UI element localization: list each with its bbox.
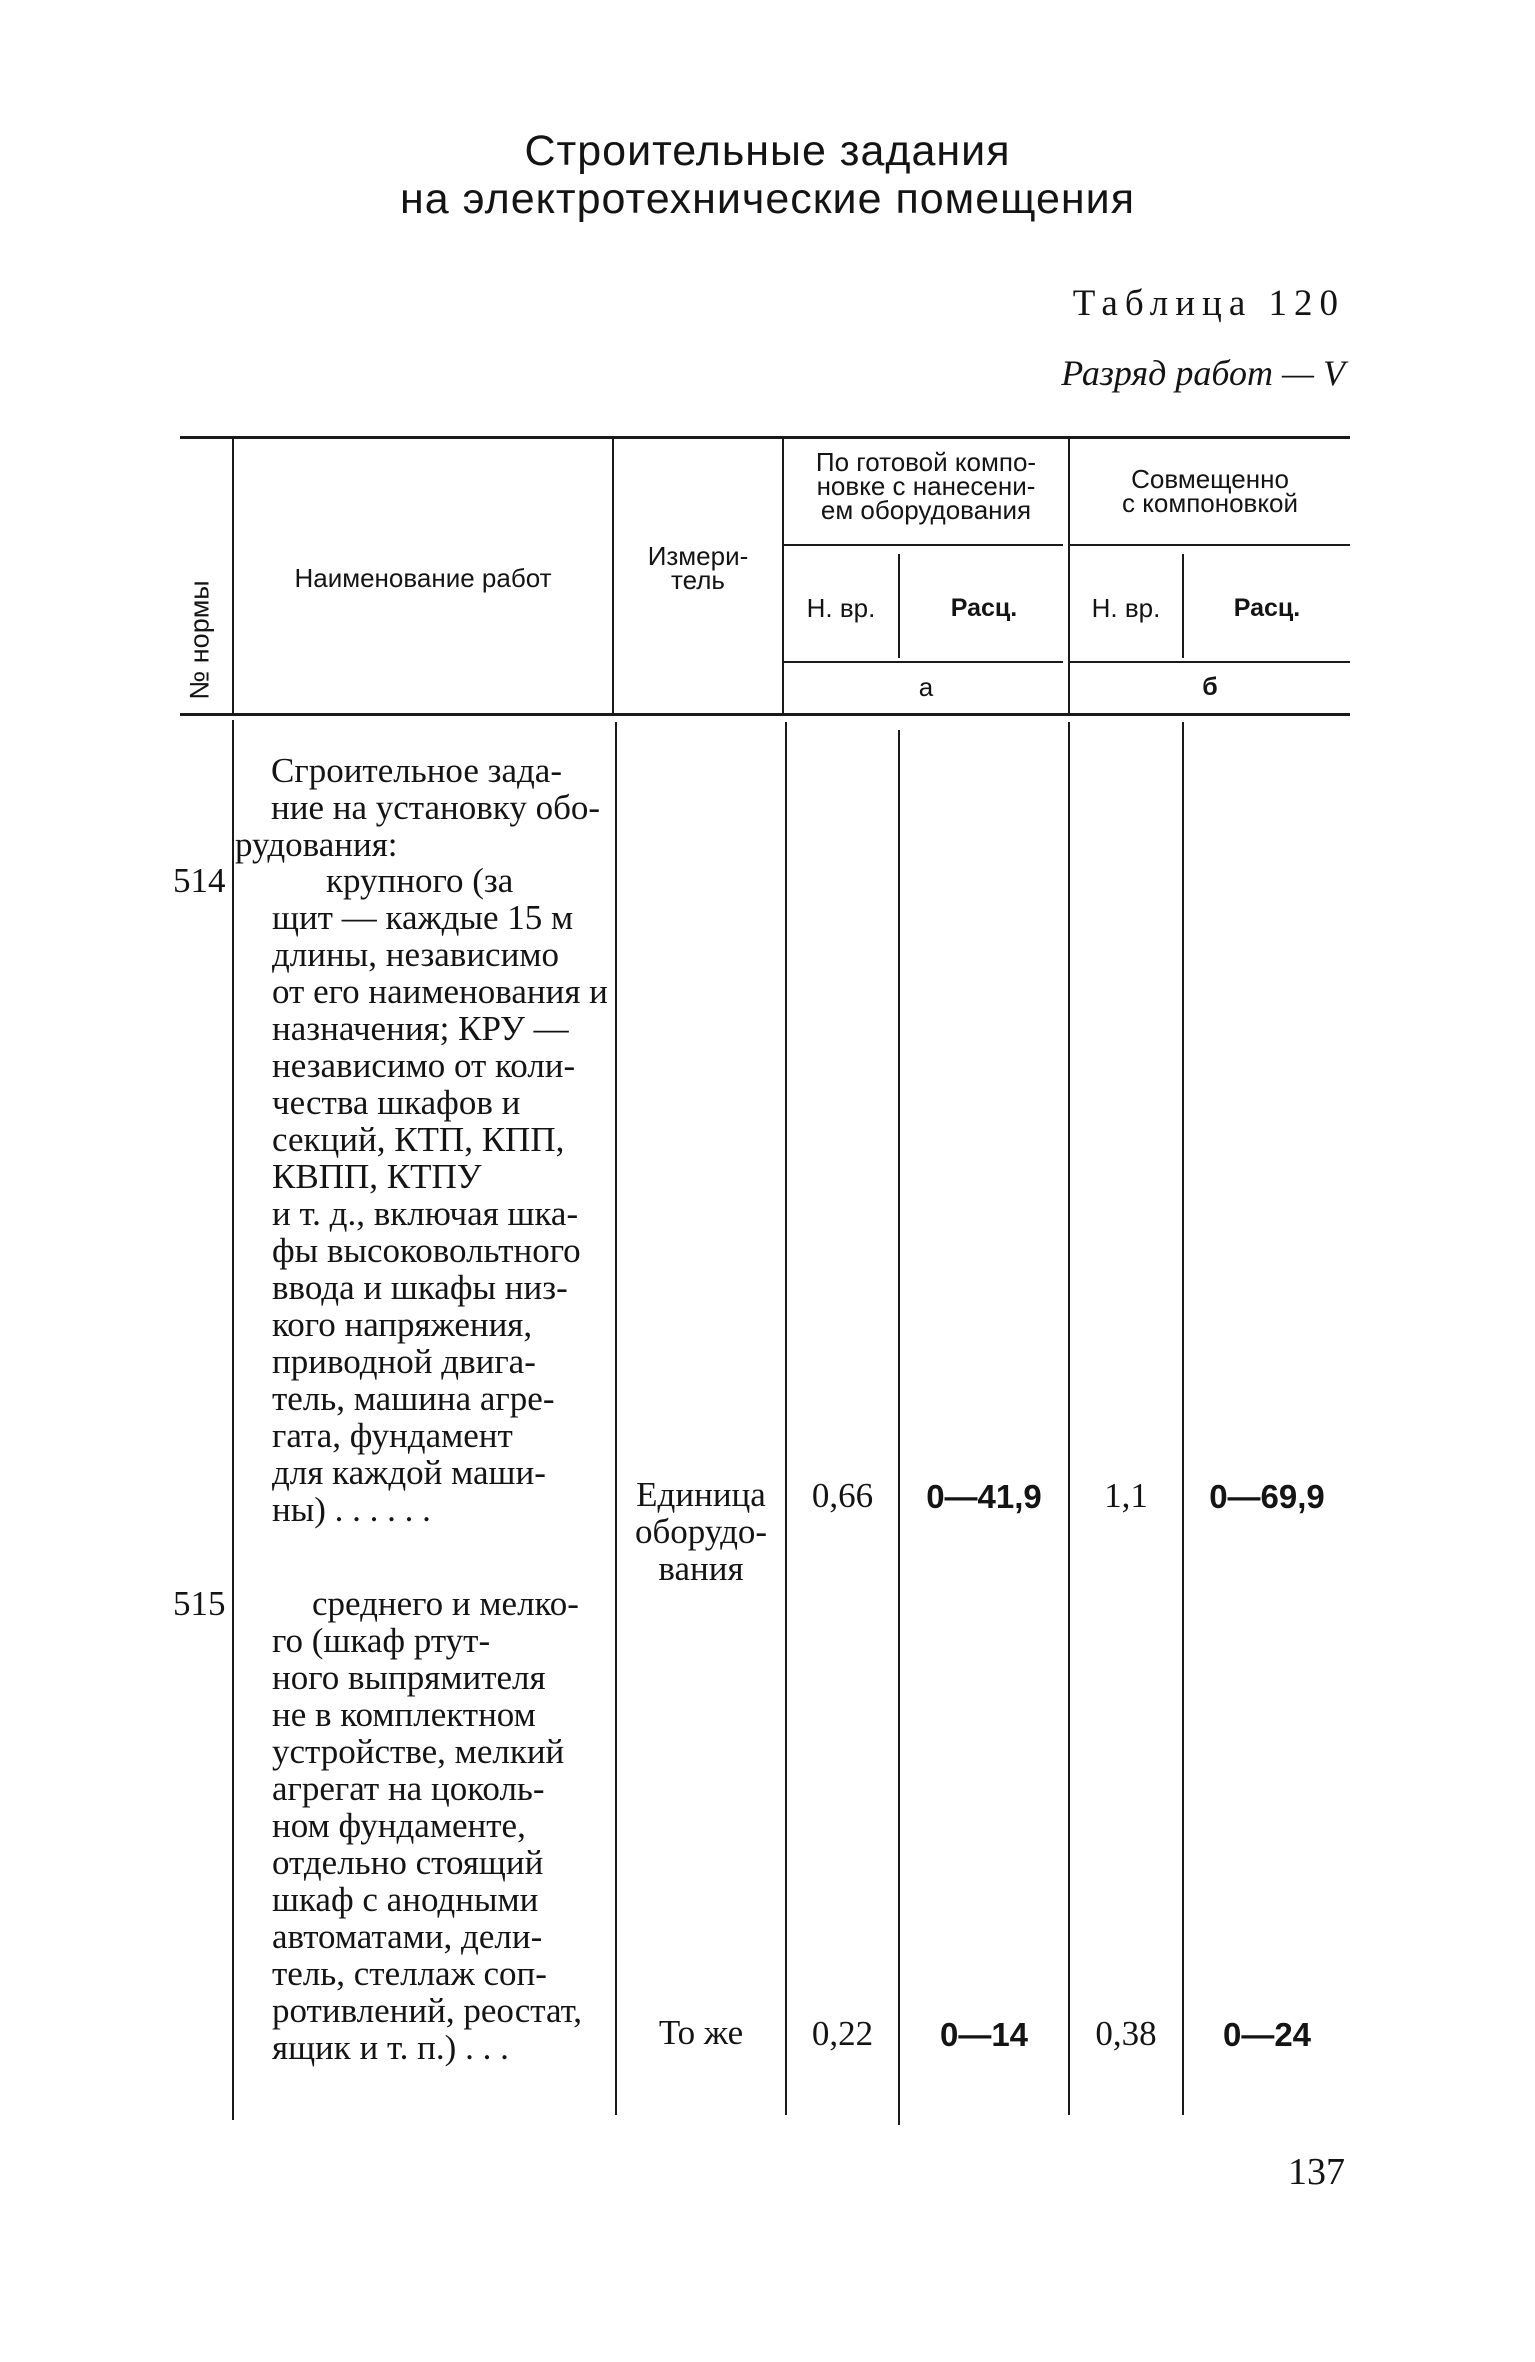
desc-line: ны) . . . . . . [272,1490,431,1529]
vline-b2 [615,722,617,2115]
row-514-rate-a: 0—41,9 [926,1478,1042,1515]
header-time-b: Н. вр. [1091,593,1161,623]
header-work-name: Наименование работ [294,563,552,593]
desc-line: независимо от коли- [272,1046,576,1085]
row-515-rate-a: 0—14 [939,2016,1029,2053]
rule-group-a [783,544,1063,546]
desc-line: ввода и шкафы низ- [272,1268,568,1307]
desc-line: назначения; КРУ — [272,1009,569,1048]
desc-line: и т. д., включая шка- [272,1194,579,1233]
rule-letters-a [783,661,1063,663]
row-515-time-b: 0,38 [1095,2014,1157,2053]
desc-line: фы высоковольтного [272,1231,581,1270]
desc-line: ном фундаменте, [272,1806,526,1845]
row-515-norm: 515 [173,1584,226,1623]
desc-line: среднего и мелко- [312,1584,579,1623]
desc-line: секций, КТП, КПП, [272,1120,565,1159]
row-514-description [272,862,612,1528]
rule-letters-b [1070,661,1350,663]
desc-line: ного выпрямителя [272,1658,546,1697]
row-514-unit: Единица оборудо- вания [634,1475,768,1588]
intro-line: рудования: [235,825,398,864]
desc-line: КВПП, КТПУ [272,1157,482,1196]
desc-line: ротивлений, реостат, [272,1991,583,2030]
work-category: Разряд работ — V [1061,353,1345,393]
desc-line: для каждой маши- [272,1453,546,1492]
desc-line: го (шкаф ртут- [272,1621,491,1660]
table-label: Таблица 120 [1072,283,1345,324]
heading-line-2: на электротехнические помещения [400,175,1135,223]
heading-line-1: Строительные задания [524,127,1011,175]
header-letter-a: а [918,672,934,702]
desc-line: приводной двига- [272,1342,536,1381]
desc-line: длины, независимо [272,935,559,974]
desc-line: кого напряжения, [272,1305,533,1344]
desc-line: тель, машина агре- [272,1379,555,1418]
header-letter-b: б [1202,673,1218,701]
desc-line: крупного (за [326,861,514,900]
header-norm-no: № нормы [184,580,215,700]
header-group-a: По готовой компо- новке с нанесени- ем оборудования [815,447,1037,525]
intro-line: Сгроительное зада- [271,751,562,790]
vline-h1 [232,438,234,713]
header-time-a: Н. вр. [806,593,876,623]
desc-line: чества шкафов и [272,1083,521,1122]
row-515-time-a: 0,22 [811,2014,874,2053]
row-514-norm: 514 [173,861,226,900]
vline-b4 [898,730,900,2125]
vline-b6 [1182,722,1184,2115]
desc-line: тель, стеллаж соп- [272,1954,547,1993]
intro-text [235,752,611,863]
row-515-rate-b: 0—24 [1222,2016,1312,2053]
header-rate-a: Расц. [950,594,1018,622]
header-unit: Измери- тель [647,541,749,595]
rule-top [180,436,1350,439]
rule-group-b [1070,544,1350,546]
desc-line: ящик и т. п.) . . . [272,2028,509,2067]
desc-line: щит — каждые 15 м [272,898,574,937]
rule-header-bottom [180,713,1350,716]
row-514-time-b: 1,1 [1104,1476,1148,1515]
row-515-description [272,1585,612,2066]
row-514-rate-b: 0—69,9 [1209,1478,1325,1515]
page-number: 137 [1288,2151,1345,2193]
desc-line: гата, фундамент [272,1416,513,1455]
vline-b5 [1068,722,1070,2115]
intro-line: ние на установку обо- [271,788,601,827]
header-rate-b: Расц. [1233,594,1301,622]
desc-line: от его наименования и [272,972,608,1011]
desc-line: шкаф с анодными [272,1880,539,1919]
desc-line: агрегат на цоколь- [272,1769,545,1808]
desc-line: отдельно стоящий [272,1843,544,1882]
vline-b1 [232,720,234,2120]
header-group-b: Совмещенно с компоновкой [1121,464,1299,518]
row-514-time-a: 0,66 [811,1476,874,1515]
desc-line: устройстве, мелкий [272,1732,565,1771]
desc-line: автоматами, дели- [272,1917,543,1956]
desc-line: не в комплектном [272,1695,536,1734]
vline-b3 [785,722,787,2115]
row-515-unit: То же [658,2013,744,2052]
